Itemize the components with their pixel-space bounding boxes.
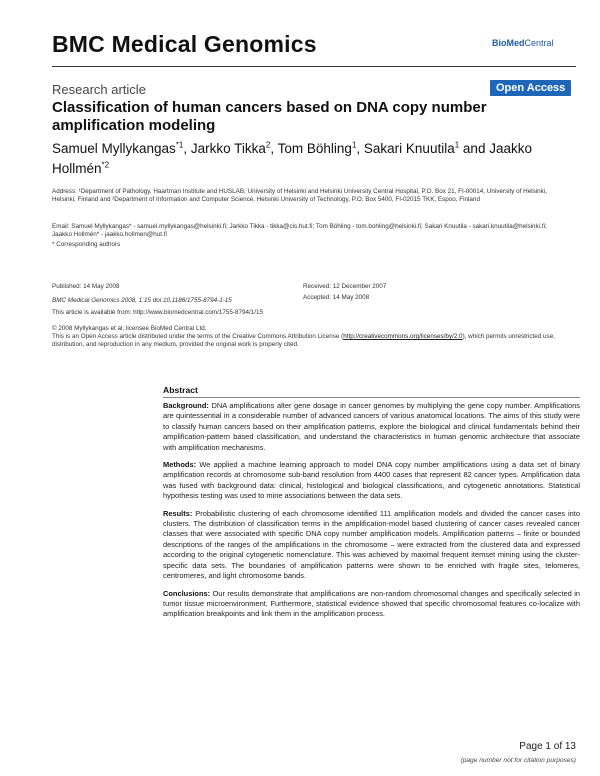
open-access-badge: Open Access	[490, 80, 571, 96]
logo-central: Central	[524, 38, 554, 48]
header-divider	[52, 66, 576, 67]
article-type: Research article	[52, 82, 146, 97]
abstract-heading: Abstract	[163, 385, 580, 398]
copyright-notice: © 2008 Myllykangas et al; licensee BioMed Central Ltd.	[52, 325, 207, 332]
author: Jaakko Hollmén$^{*2}$	[52, 140, 532, 176]
author: Samuel Myllykangas$^{*1}$,	[52, 140, 191, 156]
author-emails: Email: Samuel Myllykangas* - samuel.myllykangas@helsinki.fi; Jarkko Tikka - tikka@cis.hut.fi; Tom Böhling - tom.bohling@helsinki.fi; Sakari Knuutila - sakari.knuutila@helsinki.fi; Jaakko Hollmén* - jaakko.hollmen@hut.fi	[52, 223, 547, 239]
author: Tom Böhling$^1$,	[277, 140, 364, 156]
paper-title: Classification of human cancers based on DNA copy number amplification modeling	[52, 99, 487, 134]
abstract-background: Background: DNA amplifications alter gene dosage in cancer genomes by multiplying the gene copy number. Amplifications are quintessential in a considerable number of advanced cancers of various anatomical locations. The aims of this study were to classify human cancers based on their amplification patterns, explore the biological and clinical fundamentals behind their amplification-pattern based classification, and understand the characteristics in human genomic architecture that associate with amplification mechanisms.	[163, 401, 580, 452]
journal-title: BMC Medical Genomics	[52, 31, 317, 57]
page-number-note: (page number not for citation purposes)	[460, 757, 576, 764]
article-url: This article is available from: http://www.biomedcentral.com/1755-8794/1/15	[52, 309, 264, 316]
received-date: Received: 12 December 2007	[303, 283, 387, 290]
biomed-central-logo	[492, 38, 554, 48]
abstract-conclusions: Conclusions: Our results demonstrate that amplifications are non-random chromosomal changes and specifically selected in tumor tissue microenvironment. Furthermore, statistical evidence showed that specific chromosomal features co-localize with amplification breakpoints and link them in the amplification process.	[163, 588, 580, 619]
corresponding-note: * Corresponding authors	[52, 241, 121, 248]
logo-bio: BioMed	[492, 38, 525, 48]
author-list	[52, 136, 552, 177]
citation: BMC Medical Genomics 2008, 1:15 doi:10.1186/1755-8794-1-15	[52, 297, 232, 304]
author: Jarkko Tikka$^2$,	[190, 140, 278, 156]
abstract	[163, 385, 580, 627]
published-date: Published: 14 May 2008	[52, 283, 120, 290]
page-number: Page 1 of 13	[519, 741, 576, 752]
license-text: This is an Open Access article distributed under the terms of the Creative Commons Attribution License (http://creativecommons.org/licenses/by/2.0), which permits unrestricted use, distribution, and reproduction in any medium, provided the original work is properly cited.	[52, 333, 555, 349]
affiliation-address: Address: ¹Department of Pathology, Haartman Institute and HUSLAB, University of Helsinki and Helsinki University Central Hospital, P.O. Box 21, FI-00014, University of Helsinki, Helsinki, Finland and ²Department of Information and Computer Science, Helsinki University of Technology, P.O. Box 5400, FI-02015 TKK, Espoo, Finland	[52, 188, 547, 204]
abstract-results: Results: Probabilistic clustering of each chromosome identified 111 amplification models and divided the cancer cases into clusters. The distribution of classification terms in the amplification-model based clustering of cancer cases revealed cancer classes that were associated with specific DNA copy number amplification models. Amplification patterns – finite or bounded descriptions of the ranges of the amplifications in the chromosome – were extracted from the clustered data and expressed according to the original cytogenetic nomenclature. This was achieved by maximal frequent itemset mining using the cluster-specific data sets. The boundaries of amplification patterns were shown to be enriched with fragile sites, telomeres, centromeres, and light chromosome bands.	[163, 508, 580, 581]
license-link[interactable]: http://creativecommons.org/licenses/by/2.0	[343, 333, 463, 340]
abstract-methods: Methods: We applied a machine learning approach to model DNA copy number amplifications using a data set of binary amplification records at chromosome sub-band resolution from 4400 cases that represent 82 cancer types. Amplification data was fused with background data: clinical, histological and biological classifications, and cytogenetic annotations. Statistical hypothesis testing was used to mine associations between the data sets.	[163, 460, 580, 501]
accepted-date: Accepted: 14 May 2008	[303, 294, 370, 301]
author: Sakari Knuutila$^1$ and	[363, 140, 490, 156]
